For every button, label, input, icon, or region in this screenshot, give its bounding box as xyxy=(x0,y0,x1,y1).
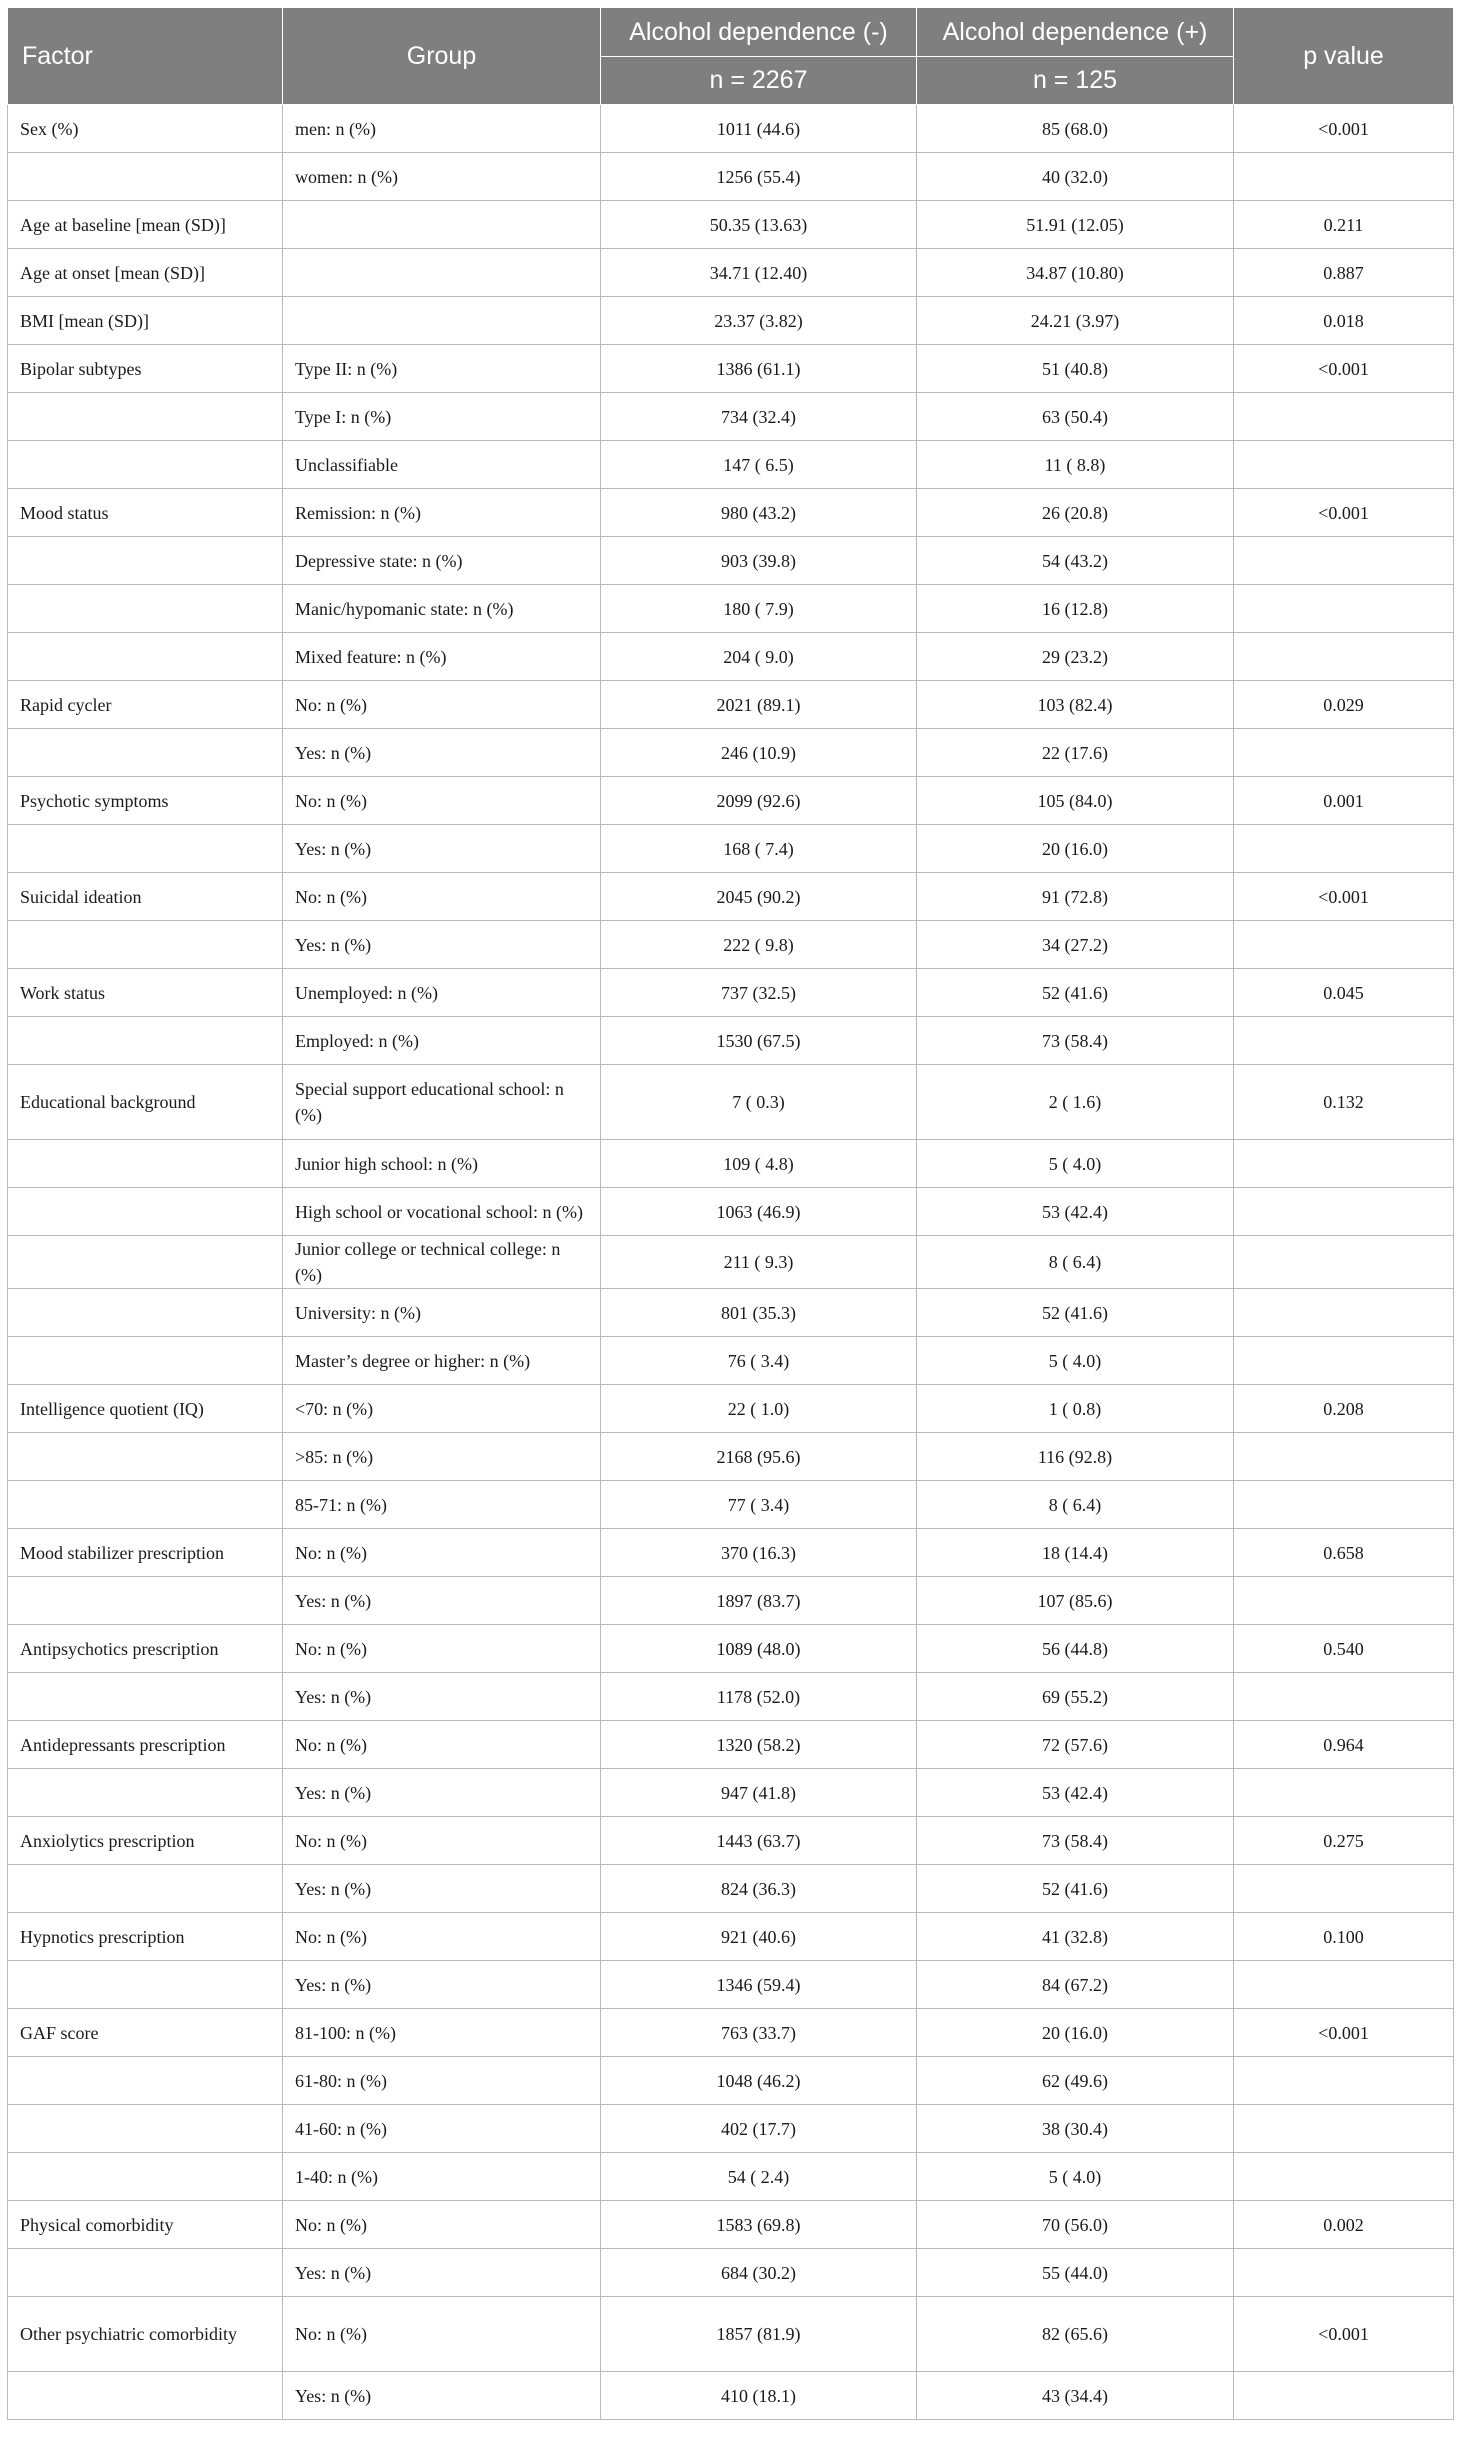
alcohol-negative-cell: 211 ( 9.3) xyxy=(601,1236,917,1289)
header-negative-n: n = 2267 xyxy=(601,57,917,105)
alcohol-negative-cell: 54 ( 2.4) xyxy=(601,2153,917,2201)
alcohol-negative-cell: 246 (10.9) xyxy=(601,729,917,777)
group-cell: Yes: n (%) xyxy=(283,1961,601,2009)
table-row xyxy=(8,633,1454,681)
alcohol-negative-cell: 1048 (46.2) xyxy=(601,2057,917,2105)
table-row xyxy=(8,1236,1454,1289)
group-cell: No: n (%) xyxy=(283,681,601,729)
alcohol-positive-cell: 62 (49.6) xyxy=(917,2057,1234,2105)
p-value-cell: 0.211 xyxy=(1234,201,1454,249)
table-row xyxy=(8,249,1454,297)
table-row xyxy=(8,201,1454,249)
p-value-cell: <0.001 xyxy=(1234,873,1454,921)
table-row xyxy=(8,1865,1454,1913)
table-row xyxy=(8,873,1454,921)
alcohol-positive-cell: 41 (32.8) xyxy=(917,1913,1234,1961)
p-value-cell: 0.100 xyxy=(1234,1913,1454,1961)
group-cell: No: n (%) xyxy=(283,873,601,921)
group-cell: Remission: n (%) xyxy=(283,489,601,537)
p-value-cell xyxy=(1234,1140,1454,1188)
alcohol-positive-cell: 105 (84.0) xyxy=(917,777,1234,825)
factor-cell: Age at baseline [mean (SD)] xyxy=(8,201,283,249)
characteristics-table xyxy=(7,7,1454,2420)
alcohol-positive-cell: 24.21 (3.97) xyxy=(917,297,1234,345)
factor-cell xyxy=(8,1236,283,1289)
alcohol-positive-cell: 52 (41.6) xyxy=(917,969,1234,1017)
group-cell: No: n (%) xyxy=(283,2201,601,2249)
p-value-cell xyxy=(1234,441,1454,489)
p-value-cell xyxy=(1234,1769,1454,1817)
factor-cell xyxy=(8,825,283,873)
table-row xyxy=(8,2009,1454,2057)
group-cell: Yes: n (%) xyxy=(283,729,601,777)
alcohol-positive-cell: 22 (17.6) xyxy=(917,729,1234,777)
factor-cell: Anxiolytics prescription xyxy=(8,1817,283,1865)
factor-cell xyxy=(8,1017,283,1065)
group-cell: 41-60: n (%) xyxy=(283,2105,601,2153)
group-cell: Depressive state: n (%) xyxy=(283,537,601,585)
group-cell: No: n (%) xyxy=(283,777,601,825)
group-cell: 81-100: n (%) xyxy=(283,2009,601,2057)
factor-cell: Intelligence quotient (IQ) xyxy=(8,1385,283,1433)
p-value-cell: <0.001 xyxy=(1234,2297,1454,2372)
p-value-cell xyxy=(1234,1236,1454,1289)
p-value-cell: 0.132 xyxy=(1234,1065,1454,1140)
table-row xyxy=(8,777,1454,825)
p-value-cell: 0.658 xyxy=(1234,1529,1454,1577)
p-value-cell xyxy=(1234,1337,1454,1385)
alcohol-positive-cell: 34.87 (10.80) xyxy=(917,249,1234,297)
group-cell: No: n (%) xyxy=(283,2297,601,2372)
group-cell xyxy=(283,201,601,249)
factor-cell xyxy=(8,2372,283,2420)
factor-cell xyxy=(8,2153,283,2201)
factor-cell xyxy=(8,1577,283,1625)
factor-cell: Mood status xyxy=(8,489,283,537)
alcohol-positive-cell: 84 (67.2) xyxy=(917,1961,1234,2009)
factor-cell: Educational background xyxy=(8,1065,283,1140)
factor-cell xyxy=(8,2249,283,2297)
factor-cell xyxy=(8,393,283,441)
alcohol-positive-cell: 29 (23.2) xyxy=(917,633,1234,681)
group-cell: <70: n (%) xyxy=(283,1385,601,1433)
factor-cell xyxy=(8,1865,283,1913)
p-value-cell: <0.001 xyxy=(1234,2009,1454,2057)
alcohol-negative-cell: 684 (30.2) xyxy=(601,2249,917,2297)
group-cell: men: n (%) xyxy=(283,105,601,153)
alcohol-negative-cell: 1583 (69.8) xyxy=(601,2201,917,2249)
alcohol-negative-cell: 1386 (61.1) xyxy=(601,345,917,393)
factor-cell: GAF score xyxy=(8,2009,283,2057)
alcohol-positive-cell: 38 (30.4) xyxy=(917,2105,1234,2153)
p-value-cell xyxy=(1234,1961,1454,2009)
factor-cell: Other psychiatric comorbidity xyxy=(8,2297,283,2372)
group-cell: Special support educational school: n (%) xyxy=(283,1065,601,1140)
alcohol-positive-cell: 43 (34.4) xyxy=(917,2372,1234,2420)
table-header xyxy=(8,8,1454,105)
table-row xyxy=(8,585,1454,633)
factor-cell: Bipolar subtypes xyxy=(8,345,283,393)
alcohol-negative-cell: 168 ( 7.4) xyxy=(601,825,917,873)
p-value-cell xyxy=(1234,729,1454,777)
header-factor: Factor xyxy=(8,8,283,105)
table-row xyxy=(8,1481,1454,1529)
alcohol-positive-cell: 2 ( 1.6) xyxy=(917,1065,1234,1140)
group-cell: 85-71: n (%) xyxy=(283,1481,601,1529)
group-cell: Yes: n (%) xyxy=(283,1673,601,1721)
table-row xyxy=(8,2297,1454,2372)
alcohol-negative-cell: 204 ( 9.0) xyxy=(601,633,917,681)
table-row xyxy=(8,2201,1454,2249)
alcohol-negative-cell: 1530 (67.5) xyxy=(601,1017,917,1065)
alcohol-positive-cell: 116 (92.8) xyxy=(917,1433,1234,1481)
factor-cell: Sex (%) xyxy=(8,105,283,153)
alcohol-negative-cell: 370 (16.3) xyxy=(601,1529,917,1577)
p-value-cell: 0.029 xyxy=(1234,681,1454,729)
alcohol-negative-cell: 76 ( 3.4) xyxy=(601,1337,917,1385)
alcohol-positive-cell: 52 (41.6) xyxy=(917,1865,1234,1913)
alcohol-negative-cell: 50.35 (13.63) xyxy=(601,201,917,249)
header-group: Group xyxy=(283,8,601,105)
alcohol-positive-cell: 8 ( 6.4) xyxy=(917,1481,1234,1529)
p-value-cell xyxy=(1234,153,1454,201)
p-value-cell: <0.001 xyxy=(1234,489,1454,537)
alcohol-positive-cell: 8 ( 6.4) xyxy=(917,1236,1234,1289)
group-cell: Junior high school: n (%) xyxy=(283,1140,601,1188)
table-row xyxy=(8,489,1454,537)
factor-cell xyxy=(8,441,283,489)
alcohol-positive-cell: 103 (82.4) xyxy=(917,681,1234,729)
group-cell: High school or vocational school: n (%) xyxy=(283,1188,601,1236)
factor-cell xyxy=(8,1337,283,1385)
alcohol-negative-cell: 947 (41.8) xyxy=(601,1769,917,1817)
alcohol-negative-cell: 23.37 (3.82) xyxy=(601,297,917,345)
group-cell: Yes: n (%) xyxy=(283,1865,601,1913)
alcohol-positive-cell: 51 (40.8) xyxy=(917,345,1234,393)
table-row xyxy=(8,681,1454,729)
factor-cell: Hypnotics prescription xyxy=(8,1913,283,1961)
alcohol-negative-cell: 2021 (89.1) xyxy=(601,681,917,729)
alcohol-negative-cell: 2099 (92.6) xyxy=(601,777,917,825)
group-cell: Master’s degree or higher: n (%) xyxy=(283,1337,601,1385)
alcohol-negative-cell: 77 ( 3.4) xyxy=(601,1481,917,1529)
group-cell: >85: n (%) xyxy=(283,1433,601,1481)
table-row xyxy=(8,2372,1454,2420)
group-cell: Yes: n (%) xyxy=(283,1577,601,1625)
alcohol-positive-cell: 1 ( 0.8) xyxy=(917,1385,1234,1433)
table-row xyxy=(8,729,1454,777)
p-value-cell xyxy=(1234,2057,1454,2105)
alcohol-negative-cell: 180 ( 7.9) xyxy=(601,585,917,633)
alcohol-positive-cell: 54 (43.2) xyxy=(917,537,1234,585)
group-cell: Junior college or technical college: n (%) xyxy=(283,1236,601,1289)
alcohol-negative-cell: 1897 (83.7) xyxy=(601,1577,917,1625)
factor-cell xyxy=(8,633,283,681)
alcohol-positive-cell: 107 (85.6) xyxy=(917,1577,1234,1625)
alcohol-negative-cell: 734 (32.4) xyxy=(601,393,917,441)
factor-cell: BMI [mean (SD)] xyxy=(8,297,283,345)
alcohol-negative-cell: 1178 (52.0) xyxy=(601,1673,917,1721)
alcohol-positive-cell: 20 (16.0) xyxy=(917,825,1234,873)
group-cell: Type II: n (%) xyxy=(283,345,601,393)
table-row xyxy=(8,153,1454,201)
table-row xyxy=(8,441,1454,489)
alcohol-positive-cell: 73 (58.4) xyxy=(917,1817,1234,1865)
factor-cell: Antidepressants prescription xyxy=(8,1721,283,1769)
p-value-cell: 0.887 xyxy=(1234,249,1454,297)
alcohol-negative-cell: 109 ( 4.8) xyxy=(601,1140,917,1188)
alcohol-positive-cell: 5 ( 4.0) xyxy=(917,2153,1234,2201)
table-row xyxy=(8,393,1454,441)
alcohol-positive-cell: 11 ( 8.8) xyxy=(917,441,1234,489)
alcohol-negative-cell: 1857 (81.9) xyxy=(601,2297,917,2372)
p-value-cell xyxy=(1234,1481,1454,1529)
alcohol-positive-cell: 26 (20.8) xyxy=(917,489,1234,537)
factor-cell xyxy=(8,2057,283,2105)
table-row xyxy=(8,1961,1454,2009)
factor-cell xyxy=(8,729,283,777)
alcohol-positive-cell: 40 (32.0) xyxy=(917,153,1234,201)
table-row xyxy=(8,1140,1454,1188)
factor-cell xyxy=(8,153,283,201)
group-cell xyxy=(283,249,601,297)
factor-cell xyxy=(8,1769,283,1817)
factor-cell xyxy=(8,1188,283,1236)
factor-cell xyxy=(8,1481,283,1529)
table-row xyxy=(8,345,1454,393)
p-value-cell xyxy=(1234,1433,1454,1481)
alcohol-negative-cell: 410 (18.1) xyxy=(601,2372,917,2420)
alcohol-positive-cell: 20 (16.0) xyxy=(917,2009,1234,2057)
factor-cell: Suicidal ideation xyxy=(8,873,283,921)
table-row xyxy=(8,1289,1454,1337)
p-value-cell xyxy=(1234,633,1454,681)
alcohol-positive-cell: 53 (42.4) xyxy=(917,1188,1234,1236)
table-row xyxy=(8,1385,1454,1433)
alcohol-negative-cell: 402 (17.7) xyxy=(601,2105,917,2153)
alcohol-negative-cell: 980 (43.2) xyxy=(601,489,917,537)
group-cell: Manic/hypomanic state: n (%) xyxy=(283,585,601,633)
alcohol-positive-cell: 82 (65.6) xyxy=(917,2297,1234,2372)
p-value-cell: 0.018 xyxy=(1234,297,1454,345)
factor-cell xyxy=(8,537,283,585)
factor-cell: Antipsychotics prescription xyxy=(8,1625,283,1673)
alcohol-negative-cell: 34.71 (12.40) xyxy=(601,249,917,297)
alcohol-negative-cell: 2045 (90.2) xyxy=(601,873,917,921)
group-cell: No: n (%) xyxy=(283,1529,601,1577)
alcohol-negative-cell: 1256 (55.4) xyxy=(601,153,917,201)
alcohol-negative-cell: 7 ( 0.3) xyxy=(601,1065,917,1140)
header-alcohol-negative: Alcohol dependence (-) xyxy=(601,8,917,57)
header-alcohol-positive: Alcohol dependence (+) xyxy=(917,8,1234,57)
alcohol-negative-cell: 824 (36.3) xyxy=(601,1865,917,1913)
alcohol-positive-cell: 56 (44.8) xyxy=(917,1625,1234,1673)
p-value-cell xyxy=(1234,2249,1454,2297)
group-cell: University: n (%) xyxy=(283,1289,601,1337)
alcohol-negative-cell: 1089 (48.0) xyxy=(601,1625,917,1673)
group-cell: Yes: n (%) xyxy=(283,1769,601,1817)
table-row xyxy=(8,105,1454,153)
table-row xyxy=(8,1769,1454,1817)
p-value-cell xyxy=(1234,585,1454,633)
alcohol-positive-cell: 18 (14.4) xyxy=(917,1529,1234,1577)
p-value-cell xyxy=(1234,825,1454,873)
factor-cell xyxy=(8,1673,283,1721)
table-row xyxy=(8,1625,1454,1673)
table-row xyxy=(8,1913,1454,1961)
alcohol-negative-cell: 903 (39.8) xyxy=(601,537,917,585)
p-value-cell: 0.208 xyxy=(1234,1385,1454,1433)
alcohol-positive-cell: 69 (55.2) xyxy=(917,1673,1234,1721)
alcohol-positive-cell: 72 (57.6) xyxy=(917,1721,1234,1769)
p-value-cell xyxy=(1234,1188,1454,1236)
group-cell: No: n (%) xyxy=(283,1721,601,1769)
p-value-cell: 0.964 xyxy=(1234,1721,1454,1769)
table-row xyxy=(8,537,1454,585)
factor-cell: Work status xyxy=(8,969,283,1017)
alcohol-negative-cell: 1011 (44.6) xyxy=(601,105,917,153)
p-value-cell: 0.275 xyxy=(1234,1817,1454,1865)
factor-cell xyxy=(8,585,283,633)
group-cell: Yes: n (%) xyxy=(283,2372,601,2420)
table-row xyxy=(8,1433,1454,1481)
table-row xyxy=(8,2153,1454,2201)
table-row xyxy=(8,969,1454,1017)
table-body xyxy=(8,105,1454,2420)
factor-cell xyxy=(8,2105,283,2153)
p-value-cell xyxy=(1234,393,1454,441)
group-cell: Yes: n (%) xyxy=(283,921,601,969)
alcohol-positive-cell: 51.91 (12.05) xyxy=(917,201,1234,249)
p-value-cell xyxy=(1234,537,1454,585)
alcohol-negative-cell: 1346 (59.4) xyxy=(601,1961,917,2009)
factor-cell: Mood stabilizer prescription xyxy=(8,1529,283,1577)
p-value-cell: <0.001 xyxy=(1234,345,1454,393)
table-row xyxy=(8,1529,1454,1577)
alcohol-positive-cell: 52 (41.6) xyxy=(917,1289,1234,1337)
table-row xyxy=(8,921,1454,969)
p-value-cell xyxy=(1234,2153,1454,2201)
table-row xyxy=(8,1577,1454,1625)
p-value-cell xyxy=(1234,1289,1454,1337)
group-cell: No: n (%) xyxy=(283,1913,601,1961)
group-cell: No: n (%) xyxy=(283,1817,601,1865)
group-cell: 61-80: n (%) xyxy=(283,2057,601,2105)
group-cell: No: n (%) xyxy=(283,1625,601,1673)
table-row xyxy=(8,2105,1454,2153)
alcohol-positive-cell: 5 ( 4.0) xyxy=(917,1337,1234,1385)
p-value-cell xyxy=(1234,1865,1454,1913)
group-cell: Mixed feature: n (%) xyxy=(283,633,601,681)
alcohol-positive-cell: 63 (50.4) xyxy=(917,393,1234,441)
header-p-value: p value xyxy=(1234,8,1454,105)
group-cell: Unemployed: n (%) xyxy=(283,969,601,1017)
p-value-cell xyxy=(1234,1673,1454,1721)
alcohol-positive-cell: 53 (42.4) xyxy=(917,1769,1234,1817)
p-value-cell xyxy=(1234,1577,1454,1625)
alcohol-negative-cell: 1443 (63.7) xyxy=(601,1817,917,1865)
alcohol-negative-cell: 763 (33.7) xyxy=(601,2009,917,2057)
alcohol-positive-cell: 70 (56.0) xyxy=(917,2201,1234,2249)
table-row xyxy=(8,1673,1454,1721)
p-value-cell: 0.540 xyxy=(1234,1625,1454,1673)
table-row xyxy=(8,2057,1454,2105)
group-cell: women: n (%) xyxy=(283,153,601,201)
table-row xyxy=(8,297,1454,345)
alcohol-negative-cell: 1320 (58.2) xyxy=(601,1721,917,1769)
p-value-cell: <0.001 xyxy=(1234,105,1454,153)
table-container xyxy=(7,7,1453,2420)
group-cell: Yes: n (%) xyxy=(283,2249,601,2297)
table-row xyxy=(8,1188,1454,1236)
alcohol-positive-cell: 16 (12.8) xyxy=(917,585,1234,633)
group-cell: Employed: n (%) xyxy=(283,1017,601,1065)
table-row xyxy=(8,1337,1454,1385)
factor-cell xyxy=(8,921,283,969)
p-value-cell xyxy=(1234,1017,1454,1065)
alcohol-positive-cell: 73 (58.4) xyxy=(917,1017,1234,1065)
alcohol-positive-cell: 34 (27.2) xyxy=(917,921,1234,969)
alcohol-positive-cell: 55 (44.0) xyxy=(917,2249,1234,2297)
p-value-cell: 0.001 xyxy=(1234,777,1454,825)
p-value-cell: 0.002 xyxy=(1234,2201,1454,2249)
factor-cell xyxy=(8,1961,283,2009)
p-value-cell: 0.045 xyxy=(1234,969,1454,1017)
group-cell xyxy=(283,297,601,345)
alcohol-negative-cell: 22 ( 1.0) xyxy=(601,1385,917,1433)
table-row xyxy=(8,825,1454,873)
alcohol-negative-cell: 147 ( 6.5) xyxy=(601,441,917,489)
alcohol-negative-cell: 801 (35.3) xyxy=(601,1289,917,1337)
table-row xyxy=(8,1817,1454,1865)
alcohol-positive-cell: 85 (68.0) xyxy=(917,105,1234,153)
table-row xyxy=(8,1017,1454,1065)
factor-cell xyxy=(8,1433,283,1481)
table-row xyxy=(8,1721,1454,1769)
p-value-cell xyxy=(1234,2372,1454,2420)
factor-cell xyxy=(8,1140,283,1188)
group-cell: Type I: n (%) xyxy=(283,393,601,441)
factor-cell: Age at onset [mean (SD)] xyxy=(8,249,283,297)
factor-cell: Physical comorbidity xyxy=(8,2201,283,2249)
group-cell: Unclassifiable xyxy=(283,441,601,489)
table-row xyxy=(8,1065,1454,1140)
header-positive-n: n = 125 xyxy=(917,57,1234,105)
factor-cell: Rapid cycler xyxy=(8,681,283,729)
alcohol-negative-cell: 921 (40.6) xyxy=(601,1913,917,1961)
alcohol-positive-cell: 5 ( 4.0) xyxy=(917,1140,1234,1188)
p-value-cell xyxy=(1234,921,1454,969)
alcohol-negative-cell: 737 (32.5) xyxy=(601,969,917,1017)
group-cell: 1-40: n (%) xyxy=(283,2153,601,2201)
alcohol-negative-cell: 1063 (46.9) xyxy=(601,1188,917,1236)
factor-cell xyxy=(8,1289,283,1337)
alcohol-negative-cell: 222 ( 9.8) xyxy=(601,921,917,969)
p-value-cell xyxy=(1234,2105,1454,2153)
factor-cell: Psychotic symptoms xyxy=(8,777,283,825)
alcohol-positive-cell: 91 (72.8) xyxy=(917,873,1234,921)
table-row xyxy=(8,2249,1454,2297)
alcohol-negative-cell: 2168 (95.6) xyxy=(601,1433,917,1481)
group-cell: Yes: n (%) xyxy=(283,825,601,873)
